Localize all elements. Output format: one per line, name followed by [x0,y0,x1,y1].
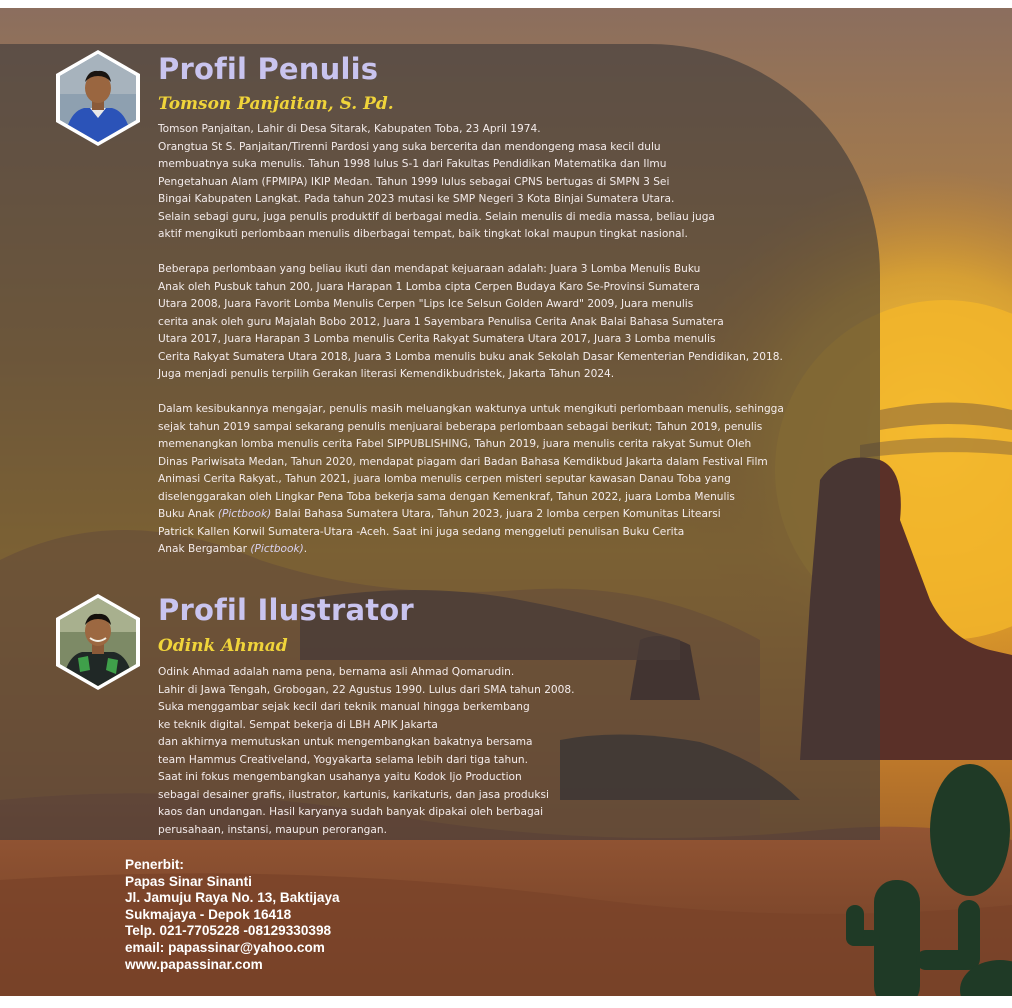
bio-line: memenangkan lomba menulis cerita Fabel SIPPUBLISHING, Tahun 2019, juara menulis cerita rakyat Sumut Oleh [158,438,752,450]
bio-line: team Hammus Creativeland, Yogyakarta selama lebih dari tiga tahun. [158,753,528,766]
bio-line: sebagai desainer grafis, ilustrator, kartunis, karikaturis, dan jasa produksi [158,788,549,801]
publisher-phone: Telp. 021-7705228 -08129330398 [125,923,332,939]
paragraph-gap [158,384,784,402]
bio-line: aktif mengikuti perlombaan menulis diberbagai tempat, baik tingkat lokal maupun tingkat nasional. [158,228,688,240]
bio-text: Buku Anak [158,508,218,520]
bio-line [158,506,784,524]
bio-line: sejak tahun 2019 sampai sekarang penulis menjuarai beberapa perlombaan sebagai berikut; Tahun 2019, penulis [158,420,763,433]
paragraph-gap [158,244,784,262]
bio-line: dan akhirnya memutuskan untuk mengembangkan bakatnya bersama [158,736,533,748]
bio-line: Suka menggambar sejak kecil dari teknik manual hingga berkembang [158,701,530,713]
publisher-name: Papas Sinar Sinanti [125,873,252,889]
bio-line: Utara 2017, Juara Harapan 3 Lomba menulis Cerita Rakyat Sumatera Utara 2017, Juara 3 Lomba menulis [158,333,716,345]
bio-line [158,541,784,559]
publisher-city: Sukmajaya - Depok 16418 [125,906,292,922]
writer-bio [158,121,784,559]
bio-text: Balai Bahasa Sumatera Utara, Tahun 2023, juara 2 lomba cerpen Komunitas Litearsi [271,508,721,520]
bio-line: Selain sebagi guru, juga penulis produktif di berbagai media. Selain menulis di media massa, beliau juga [158,210,715,223]
bio-line: Juga menjadi penulis terpilih Gerakan literasi Kemendikbudristek, Jakarta Tahun 2024. [158,368,615,380]
bio-line: kaos dan undangan. Hasil karyanya sudah banyak dipakai oleh berbagai [158,806,544,818]
bio-line: Dalam kesibukannya mengajar, penulis masih meluangkan waktunya untuk mengikuti perlombaan menulis, sehingga [158,403,784,415]
illustrator-heading: Profil Ilustrator [158,593,414,627]
bio-line: Odink Ahmad adalah nama pena, bernama asli Ahmad Qomarudin. [158,666,515,678]
bio-line: ke teknik digital. Sempat bekerja di LBH APIK Jakarta [158,718,438,731]
illustrator-bio [158,664,575,839]
bio-line: Beberapa perlombaan yang beliau ikuti dan mendapat kejuaraan adalah: Juara 3 Lomba Menulis Buku [158,263,701,275]
bio-line: Lahir di Jawa Tengah, Grobogan, 22 Agustus 1990. Lulus dari SMA tahun 2008. [158,683,575,696]
bio-line: Cerita Rakyat Sumatera Utara 2018, Juara 3 Lomba menulis buku anak Sekolah Dasar Kementerian Pendidikan, 2018. [158,350,783,363]
bio-line: perusahaan, instansi, maupun perorangan. [158,823,387,836]
bio-line: Orangtua St S. Panjaitan/Tirenni Pardosi yang suka bercerita dan mendongeng masa kecil dulu [158,140,661,153]
bio-line: Utara 2008, Juara Favorit Lomba Menulis Cerpen "Lips Ice Selsun Golden Award" 2009, Juara menulis [158,298,694,310]
bio-line: diselenggarakan oleh Lingkar Pena Toba bekerja sama dengan Kemenkraf, Tahun 2022, juara Lomba Menulis [158,490,735,503]
bio-line: Tomson Panjaitan, Lahir di Desa Sitarak, Kabupaten Toba, 23 April 1974. [158,123,541,135]
writer-portrait-icon [60,54,136,142]
bio-line: Dinas Pariwisata Medan, Tahun 2020, mendapat piagam dari Badan Bahasa Kemdikbud Jakarta dalam Festival Film [158,455,768,468]
publisher-info [125,857,340,973]
publisher-email: email: papassinar@yahoo.com [125,939,325,955]
bio-line: Patrick Kallen Korwil Sumatera-Utara -Aceh. Saat ini juga sedang menggeluti penulisan Buku Cerita [158,525,685,538]
publisher-label: Penerbit: [125,857,184,872]
illustrator-portrait-icon [60,598,136,686]
bio-italic: (Pictbook) [217,508,272,520]
bio-line: Pengetahuan Alam (FPMIPA) IKIP Medan. Tahun 1999 lulus sebagai CPNS bertugas di SMPN 3 Sei [158,175,670,188]
bio-line: Animasi Cerita Rakyat., Tahun 2021, juara lomba menulis cerpen misteri seputar kawasan Danau Toba yang [158,473,731,485]
bio-line: Saat ini fokus mengembangkan usahanya yaitu Kodok Ijo Production [158,771,522,783]
writer-heading: Profil Penulis [158,52,379,86]
publisher-website: www.papassinar.com [125,956,263,972]
bio-text: . [303,543,308,555]
bio-italic: (Pictbook) [250,543,304,555]
bio-line: Bingai Kabupaten Langkat. Pada tahun 2023 mutasi ke SMP Negeri 3 Kota Binjai Sumatera Utara. [158,193,675,205]
illustrator-name: Odink Ahmad [158,636,288,656]
writer-name: Tomson Panjaitan, S. Pd. [158,94,394,114]
publisher-address: Jl. Jamuju Raya No. 13, Baktijaya [125,890,340,906]
bio-text: Anak Bergambar [158,543,251,555]
bio-line: membuatnya suka menulis. Tahun 1998 lulus S-1 dari Fakultas Pendidikan Matematika dan Ilmu [158,158,667,170]
bio-line: cerita anak oleh guru Majalah Bobo 2012, Juara 1 Sayembara Penulisa Cerita Anak Balai Bahasa Sumatera [158,315,724,328]
bio-line: Anak oleh Pusbuk tahun 200, Juara Harapan 1 Lomba cipta Cerpen Budaya Karo Se-Provinsi Sumatera [158,280,700,293]
